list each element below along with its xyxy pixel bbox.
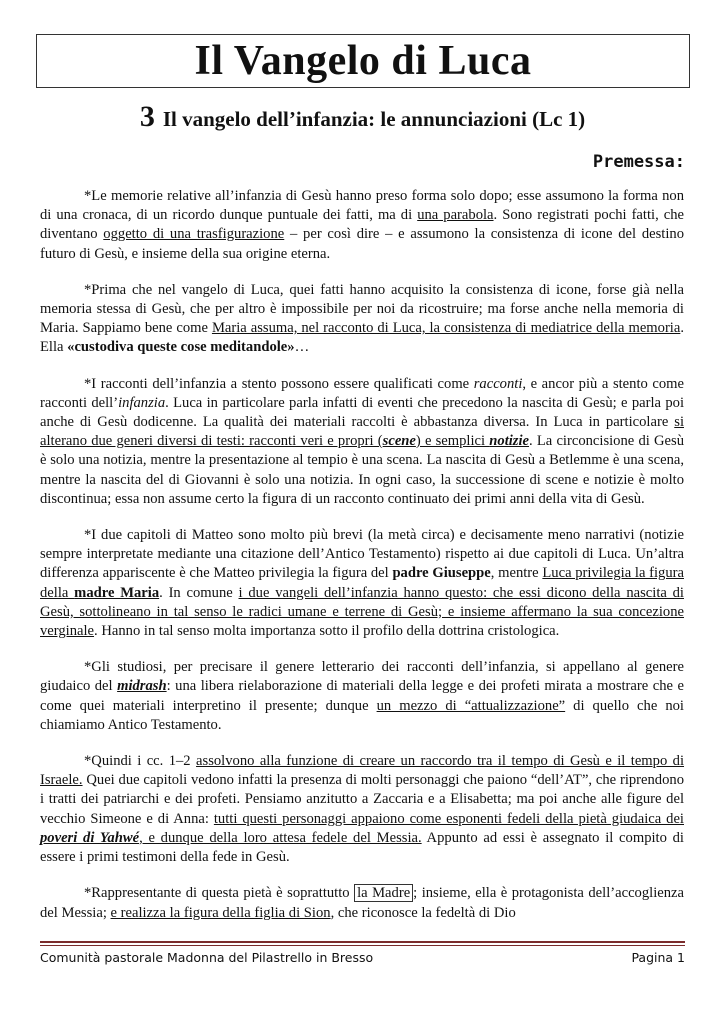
title-box <box>36 34 690 88</box>
underlined-text: e realizza la figura della figlia di Sion <box>110 904 331 921</box>
text-run: *Gli studiosi, per precisare il genere letterario dei racconti dell’infanzia, si appellano al genere giudaico del <box>40 659 684 695</box>
text-run: : una libera rielaborazione di materiali della legge e dei profeti mirata a mostrare che e come quei materiali interpretino il presente; dunque <box>40 678 684 714</box>
underlined-text: Luca privilegia la figura della <box>40 565 684 601</box>
italic-text: infanzia <box>118 394 166 411</box>
bold-italic-text: notizie <box>489 433 530 450</box>
paragraph-3 <box>40 375 684 509</box>
text-run: *I racconti dell’infanzia a stento possono essere qualificati come <box>84 375 474 392</box>
text-run: . In comune <box>159 584 239 601</box>
document-body <box>40 187 684 940</box>
underlined-text: una parabola <box>417 207 494 224</box>
paragraph-6 <box>40 752 684 867</box>
text-run: ; insieme, ella è protagonista dell’accoglienza del Messia; <box>40 885 684 921</box>
bold-italic-text: poveri di Yahwé <box>40 829 140 846</box>
text-run: . Hanno in tal senso molta importanza sotto il profilo della dottrina cristologica. <box>94 623 560 640</box>
boxed-text: la Madre <box>354 884 413 902</box>
italic-text: racconti <box>473 375 523 392</box>
footer-community: Comunità pastorale Madonna del Pilastrello in Bresso <box>40 950 374 965</box>
page-title: Il Vangelo di Luca <box>194 38 532 84</box>
text-run: . Ella <box>40 320 684 356</box>
underlined-text: Maria assuma, nel racconto di Luca, la consistenza di mediatrice della memoria <box>211 320 681 337</box>
text-run: *Prima che nel vangelo di Luca, quei fatti hanno acquisito la consistenza di icone, forse già nella memoria stessa di Gesù, che per altro è impossibile per noi da ricostruire; ma forse anche nella memoria di Maria. Sappiamo bene come <box>40 281 684 337</box>
page-footer <box>40 950 685 965</box>
text-run: , mentre <box>490 565 543 582</box>
bold-italic-text: midrash <box>117 678 167 695</box>
bold-text: padre Giuseppe <box>392 565 491 582</box>
bold-quote: «custodiva queste cose meditandole» <box>67 339 295 356</box>
paragraph-7 <box>40 884 684 922</box>
underlined-text: , e dunque della loro attesa fedele del Messia. <box>139 829 422 846</box>
text-run: *I due capitoli di Matteo sono molto più brevi (la metà circa) e decisamente meno narrativi (notizie sempre interpretate mediante una citazione dell’Antico Testamento) rispetto ai due capitoli di Luca. Un’altra differenza appariscente è che Matteo privilegia la figura del <box>40 527 684 582</box>
paragraph-4 <box>40 526 684 641</box>
underlined-text: oggetto di una trasfigurazione <box>103 226 285 243</box>
page-number: Pagina 1 <box>631 950 685 965</box>
text-run: . Luca in particolare parla infatti di eventi che precedono la nascita di Gesù; e parla poi anche di Gesù dodicenne. La qualità dei materiali raccolti è abbastanza diversa. In Luca in particolare <box>40 394 684 431</box>
paragraph-2 <box>40 281 684 358</box>
text-run: . La circoncisione di Gesù è solo una notizia, mentre la presentazione al tempio è una scena. La nascita di Gesù a Betlemme è una scena, mentre la nascita del di Giovanni è solo una notizia. In ogni caso, la successione di scene e notizie è molto discontinua; essa non assume certo la figura di un racconto continuato dei primi anni della vita di Gesù. <box>40 433 684 507</box>
underlined-text: un mezzo di “attualizzazione” <box>376 697 566 714</box>
text-run: . Sono registrati pochi fatti, che diventano <box>40 207 684 243</box>
chapter-heading <box>0 100 725 134</box>
text-run: Quei due capitoli vedono infatti la presenza di molti personaggi che paiono “dell’AT”, che riprendono i tratti dei patriarchi e dei profeti. Pensiamo anzitutto a Zaccaria e a Elisabetta; ma poi anche alle figure del vecchio Simeone e di Anna: <box>40 772 684 827</box>
text-run: … <box>294 339 310 356</box>
text-run: , che riconosce la fedeltà di Dio <box>330 904 516 921</box>
paragraph-5 <box>40 658 684 735</box>
chapter-number: 3 <box>139 100 155 133</box>
text-run: *Quindi i cc. 1–2 <box>84 753 197 770</box>
text-run: di quello che noi chiamiamo Antico Testamento. <box>40 697 684 733</box>
chapter-title: Il vangelo dell’infanzia: le annunciazioni (Lc 1) <box>162 107 586 131</box>
paragraph-1 <box>40 187 684 264</box>
text-run: Appunto ad essi è assegnato il compito di essere i primi testimoni della fede in Gesù. <box>40 829 684 866</box>
underlined-text: ) e semplici <box>415 433 490 450</box>
section-heading: Premessa: <box>592 152 685 172</box>
underlined-text: assolvono alla funzione di creare un raccordo tra il tempo di Gesù e il tempo di Israele. <box>40 753 685 789</box>
text-run: – per così dire – e assumono la consistenza di icone del destino futuro di Gesù, e insieme della sua origine eterna. <box>40 226 684 262</box>
underlined-text: tutti questi personaggi appaiono come esponenti fedeli della pietà giudaica dei <box>213 810 684 827</box>
text-run: , e ancor più a stento come racconti dell’ <box>40 375 684 411</box>
bold-underlined-text: madre Maria <box>74 584 160 601</box>
underlined-text: si alterano due generi diversi di testi: racconti veri e propri ( <box>40 414 684 450</box>
footer-divider <box>40 941 685 946</box>
bold-italic-text: scene <box>382 433 416 450</box>
text-run: *Le memorie relative all’infanzia di Gesù hanno preso forma solo dopo; esse assumono la forma non di una cronaca, di un ricordo dunque puntuale dei fatti, ma di <box>40 188 684 224</box>
text-run: *Rappresentante di questa pietà è soprattutto <box>84 885 355 902</box>
underlined-text: i due vangeli dell’infanzia hanno questo: che essi dicono della nascita di Gesù, sottolineano in tal senso le radici umane e terrene di Gesù; e insieme affermano la sua concezione verginale <box>40 584 684 640</box>
